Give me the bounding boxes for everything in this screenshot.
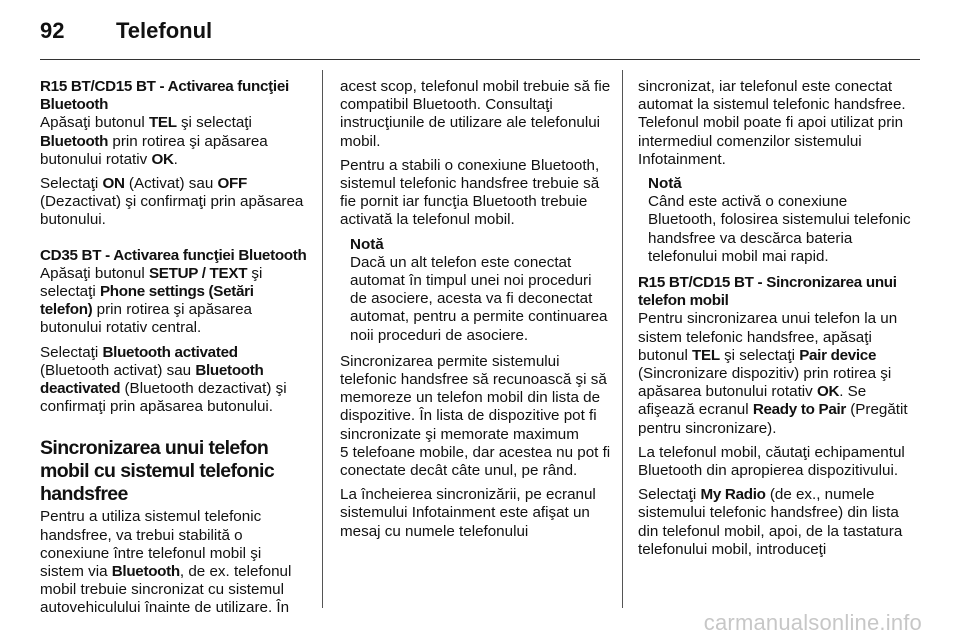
paragraph: Selectaţi ON (Activat) sau OFF (Dezactivat) şi confirmaţi prin apăsarea butonului. — [40, 175, 304, 229]
paragraph: La încheierea sincronizării, pe ecranul sistemului Infotainment este afişat un mesaj cu numele telefonului — [340, 486, 596, 540]
page-title: Telefonul — [116, 18, 213, 43]
header-rule — [40, 59, 920, 60]
paragraph: La telefonul mobil, căutaţi echipamentul Bluetooth din apropierea dispozitivului. — [638, 443, 905, 480]
section-title: R15 BT/CD15 BT - Activarea funcţiei Bluetooth — [40, 78, 289, 114]
column-3 — [638, 78, 914, 565]
note-title: Notă — [648, 175, 682, 193]
note-title: Notă — [350, 235, 384, 253]
note-box — [638, 175, 914, 266]
section-title: CD35 BT - Activarea funcţiei Bluetooth — [40, 246, 307, 264]
paragraph: 5 telefoane mobile, dar acestea nu pot fi conectate decât câte unul, pe rând. — [340, 443, 611, 480]
paragraph: Pentru sincronizarea unui telefon la un sistem telefonic handsfree, apăsaţi butonul TEL şi selectaţi Pair device (Sincronizare dispozitiv) prin rotirea şi apăsarea butonului rotativ OK. Se afişează ecranul Ready to Pair (Pregătit pentru sincronizare). — [638, 310, 908, 437]
paragraph: Pentru a utiliza sistemul telefonic handsfree, va trebui stabilită o conexiune între telefonul mobil şi sistem via Bluetooth, de ex. telefonul mobil trebuie sincronizat cu sistemul autovehiculului înainte de utilizare. În — [40, 508, 292, 617]
page-header — [40, 18, 212, 44]
note-text: Dacă un alt telefon este conectat automat în timpul unei noi proceduri de asociere, acesta va fi deconectat automat, pentru a permite continuarea noii proceduri de asociere. — [350, 253, 608, 344]
paragraph: sincronizat, iar telefonul este conectat automat la sistemul telefonic handsfree. Telefonul mobil poate fi apoi utilizat prin intermediul comenzilor sistemului Infotainment. — [638, 78, 906, 168]
section-heading: Sincronizarea unui telefon mobil cu sistemul telefonic handsfree — [40, 437, 275, 506]
paragraph: Selectaţi My Radio (de ex., numele sistemului telefonic handsfree) din lista din telefonul mobil, apoi, de la tastatura telefonului mobil, introduceţi — [638, 486, 903, 558]
note-box — [340, 236, 612, 345]
paragraph: acest scop, telefonul mobil trebuie să fie compatibil Bluetooth. Consultaţi instrucţiunile de utilizare ale telefonului mobil. — [340, 78, 611, 150]
note-text: Când este activă o conexiune Bluetooth, folosirea sistemului telefonic handsfree va descărca bateria telefonului mobil mai rapid. — [648, 193, 911, 265]
paragraph: Selectaţi Bluetooth activated (Bluetooth activat) sau Bluetooth deactivated (Bluetooth dezactivat) şi confirmaţi prin apăsarea butonului. — [40, 343, 287, 416]
column-1 — [40, 78, 308, 624]
paragraph: Pentru a stabili o conexiune Bluetooth, sistemul telefonic handsfree trebuie să fie pornit iar funcţia Bluetooth trebuie activată la telefonul mobil. — [340, 156, 600, 229]
section-title: R15 BT/CD15 BT - Sincronizarea unui telefon mobil — [638, 274, 897, 310]
column-divider — [322, 70, 323, 608]
column-divider — [622, 70, 623, 608]
paragraph: Apăsaţi butonul SETUP / TEXT şi selectaţi Phone settings (Setări telefon) prin rotirea şi apăsarea butonului rotativ central. — [40, 264, 263, 337]
watermark: carmanualsonline.info — [703, 610, 922, 635]
column-2 — [340, 78, 612, 547]
paragraph: Sincronizarea permite sistemului telefonic handsfree să recunoască şi să memoreze un telefon mobil din lista de dispozitive. În lista de dispozitive pot fi sincronizate şi memorate maximum — [340, 352, 607, 443]
paragraph: Apăsaţi butonul TEL şi selectaţi Bluetooth prin rotirea şi apăsarea butonului rotativ OK. — [40, 114, 268, 168]
page-number: 92 — [40, 18, 65, 43]
